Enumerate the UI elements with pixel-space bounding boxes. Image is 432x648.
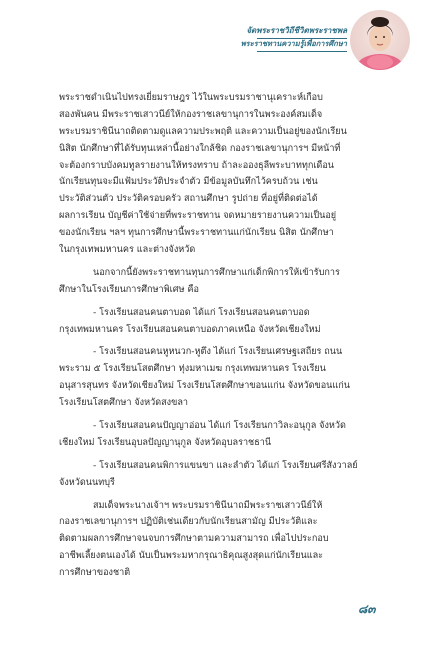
text-line: สองพันคน มีพระราชเสาวนีย์ให้กองราชเลขานุการในพระองค์สมเด็จ bbox=[59, 109, 323, 120]
paragraph bbox=[59, 458, 375, 492]
text-line: - โรงเรียนสอนคนหูหนวก-หูตึง ได้แก่ โรงเรียนเศรษฐเสถียร ถนน bbox=[93, 347, 343, 358]
text-line: นิสิต นักศึกษาที่ได้รับทุนเหล่านี้อย่างใกล้ชิด กองราชเลขานุการฯ มีหน้าที่ bbox=[59, 143, 341, 154]
page-header bbox=[0, 0, 432, 80]
text-line: - โรงเรียนสอนคนปัญญาอ่อน ได้แก่ โรงเรียนกาวิละอนุกูล จังหวัด bbox=[93, 421, 346, 432]
text-line: กองราชเลขานุการฯ ปฏิบัติเช่นเดียวกับนักเรียนสามัญ มีประวัติและ bbox=[59, 517, 318, 528]
text-line: จะต้องกราบบังคมทูลรายงานให้ทรงทราบ ถ้าละอองธุลีพระบาททุกเดือน bbox=[59, 160, 335, 171]
portrait-photo bbox=[350, 10, 410, 70]
text-line: อนุสารสุนทร จังหวัดเชียงใหม่ โรงเรียนโสตศึกษาขอนแก่น จังหวัดขอนแก่น bbox=[59, 381, 350, 392]
text-line: ติดตามผลการศึกษาจนจบการศึกษาตามความสามารถ เพื่อไปประกอบ bbox=[59, 534, 329, 545]
paragraph bbox=[59, 265, 375, 299]
text-line: - โรงเรียนสอนคนตาบอด ได้แก่ โรงเรียนสอนคนตาบอด bbox=[93, 307, 310, 318]
text-line: อาชีพเลี้ยงตนเองได้ นับเป็นพระมหากรุณาธิคุณสูงสุดแก่นักเรียนและ bbox=[59, 551, 324, 562]
header-title: จัดพระราชวิถีชีวิตพระราชพล bbox=[246, 26, 347, 35]
paragraph bbox=[59, 418, 375, 452]
paragraph bbox=[59, 90, 375, 259]
portrait-illustration bbox=[350, 10, 410, 70]
text-line: พระราม ๕ โรงเรียนโสตศึกษา ทุ่งมหาเมฆ กรุงเทพมหานคร โรงเรียน bbox=[59, 364, 326, 375]
text-line: นอกจากนี้ยังพระราชทานทุนการศึกษาแก่เด็กพิการให้เข้ารับการ bbox=[93, 267, 340, 278]
page-number: ๘๓ bbox=[358, 602, 376, 616]
text-line: กรุงเทพมหานคร โรงเรียนสอนคนตาบอดภาคเหนือ จังหวัดเชียงใหม่ bbox=[59, 324, 321, 335]
text-line: นักเรียนทุนจะมีแฟ้มประวัติประจำตัว มีข้อมูลบันทึกไว้ครบถ้วน เช่น bbox=[59, 177, 318, 188]
text-line: พระบรมราชินีนาถติดตามดูแลความประพฤติ และความเป็นอยู่ของนักเรียน bbox=[59, 126, 347, 137]
body-text bbox=[59, 90, 375, 582]
paragraph bbox=[59, 498, 375, 582]
text-line: จังหวัดนนทบุรี bbox=[59, 477, 115, 488]
text-line: โรงเรียนโสตศึกษา จังหวัดสงขลา bbox=[59, 398, 189, 409]
text-line: ศึกษาในโรงเรียนการศึกษาพิเศษ คือ bbox=[59, 284, 199, 295]
text-line: สมเด็จพระนางเจ้าฯ พระบรมราชินีนาถมีพระราชเสาวนีย์ให้ bbox=[93, 500, 323, 511]
paragraph bbox=[59, 305, 375, 339]
text-line: ผลการเรียน บัญชีค่าใช้จ่ายที่พระราชทาน จดหมายรายงานความเป็นอยู่ bbox=[59, 211, 337, 222]
text-line: ประวัติส่วนตัว ประวัติครอบครัว สถานศึกษา รูปถ่าย ที่อยู่ที่ติดต่อได้ bbox=[59, 194, 318, 205]
header-subtitle: พระราชทานความรู้เพื่อการศึกษา bbox=[240, 39, 347, 48]
text-line: ของนักเรียน ฯลฯ ทุนการศึกษานี้พระราชทานแก่นักเรียน นิสิต นักศึกษา bbox=[59, 228, 334, 239]
header-title-underline bbox=[257, 38, 347, 39]
text-line: การศึกษาของชาติ bbox=[59, 568, 131, 579]
paragraph bbox=[59, 344, 375, 412]
header-subtitle-underline bbox=[257, 51, 347, 52]
text-line: - โรงเรียนสอนคนพิการแขนขา และลำตัว ได้แก่ โรงเรียนศรีสังวาลย์ bbox=[93, 460, 358, 471]
text-line: เชียงใหม่ โรงเรียนอุบลปัญญานุกูล จังหวัดอุบลราชธานี bbox=[59, 437, 272, 448]
text-line: ในกรุงเทพมหานคร และต่างจังหวัด bbox=[59, 245, 196, 256]
text-line: พระราชดำเนินไปทรงเยี่ยมราษฎร ไว้ในพระบรมราชานุเคราะห์เกือบ bbox=[59, 93, 323, 103]
